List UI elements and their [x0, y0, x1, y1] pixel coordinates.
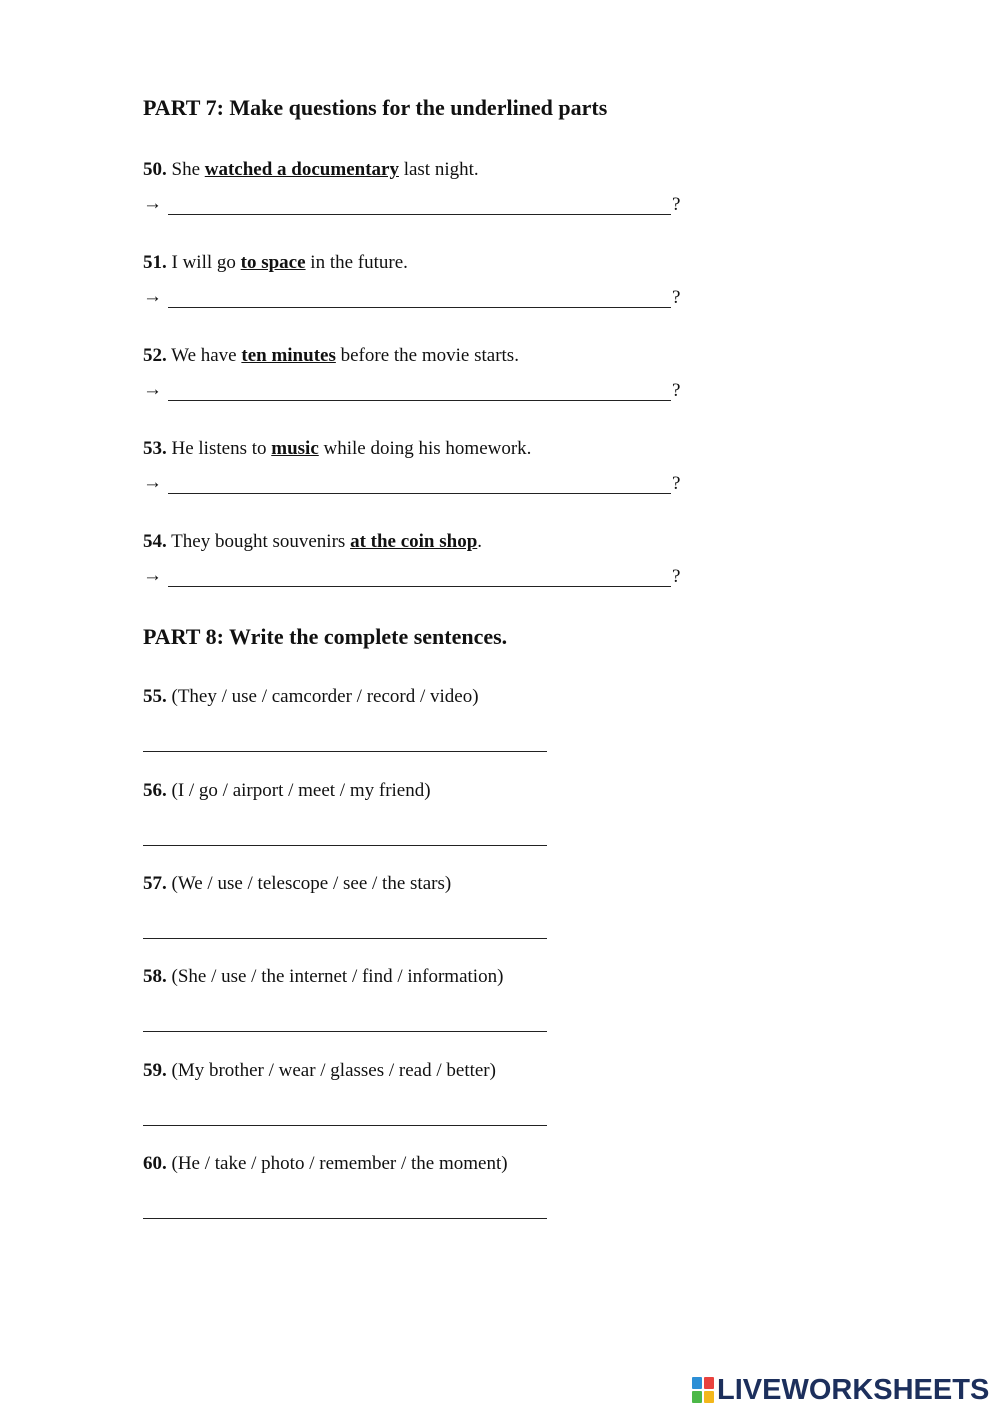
sentence-text: I will go — [166, 252, 241, 273]
arrow-icon: → — [143, 472, 162, 493]
prompt-text: (I / go / airport / meet / my friend) — [166, 780, 431, 801]
prompt-text: (We / use / telescope / see / the stars) — [166, 873, 452, 894]
question-58-answer-line[interactable] — [143, 1031, 547, 1032]
question-55-prompt — [143, 686, 479, 708]
question-number: 60. — [143, 1153, 167, 1174]
answer-line[interactable] — [168, 400, 671, 401]
underlined-part: at the coin shop — [350, 531, 478, 552]
question-51-sentence — [143, 252, 408, 274]
question-number: 51. — [143, 252, 167, 273]
prompt-text: (They / use / camcorder / record / video) — [166, 686, 479, 707]
arrow-icon: → — [143, 286, 162, 307]
question-54-sentence — [143, 531, 482, 553]
underlined-part: watched a documentary — [204, 159, 399, 180]
question-58-prompt — [143, 966, 503, 988]
sentence-text: We have — [166, 345, 242, 366]
answer-line[interactable] — [168, 586, 671, 587]
question-59-answer-line[interactable] — [143, 1125, 547, 1126]
question-52-answer-row — [143, 379, 683, 405]
prompt-text: (My brother / wear / glasses / read / better) — [166, 1060, 496, 1081]
prompt-text: (She / use / the internet / find / information) — [166, 966, 504, 987]
question-number: 54. — [143, 531, 167, 552]
sentence-text: . — [477, 531, 483, 552]
sentence-text: before the movie starts. — [335, 345, 519, 366]
logo-text: LIVEWORKSHEETS — [717, 1374, 990, 1406]
sentence-text: in the future. — [305, 252, 408, 273]
answer-line[interactable] — [168, 214, 671, 215]
question-50-answer-row — [143, 193, 683, 219]
sentence-text: last night. — [398, 159, 479, 180]
question-59-prompt — [143, 1060, 496, 1082]
part8-heading: PART 8: Write the complete sentences. — [143, 624, 508, 649]
question-56-prompt — [143, 780, 431, 802]
question-mark: ? — [672, 194, 681, 215]
liveworksheets-logo — [692, 1374, 989, 1406]
question-60-answer-line[interactable] — [143, 1218, 547, 1219]
underlined-part: ten minutes — [241, 345, 336, 366]
question-53-answer-row — [143, 472, 683, 498]
question-52-sentence — [143, 345, 519, 367]
liveworksheets-logo-icon — [692, 1377, 714, 1403]
answer-line[interactable] — [168, 493, 671, 494]
question-54-answer-row — [143, 565, 683, 591]
question-mark: ? — [672, 380, 681, 401]
question-number: 55. — [143, 686, 167, 707]
question-60-prompt — [143, 1153, 508, 1175]
sentence-text: They bought souvenirs — [166, 531, 351, 552]
question-51-answer-row — [143, 286, 683, 312]
arrow-icon: → — [143, 565, 162, 586]
question-number: 50. — [143, 159, 167, 180]
question-number: 56. — [143, 780, 167, 801]
part7-heading: PART 7: Make questions for the underlined parts — [143, 95, 608, 120]
question-number: 57. — [143, 873, 167, 894]
question-mark: ? — [672, 566, 681, 587]
question-55-answer-line[interactable] — [143, 751, 547, 752]
question-number: 52. — [143, 345, 167, 366]
question-53-sentence — [143, 438, 531, 460]
sentence-text: She — [166, 159, 205, 180]
prompt-text: (He / take / photo / remember / the moment) — [166, 1153, 508, 1174]
underlined-part: to space — [240, 252, 306, 273]
question-57-answer-line[interactable] — [143, 938, 547, 939]
question-57-prompt — [143, 873, 451, 895]
sentence-text: while doing his homework. — [318, 438, 532, 459]
question-mark: ? — [672, 287, 681, 308]
question-number: 58. — [143, 966, 167, 987]
question-50-sentence — [143, 159, 479, 181]
question-number: 53. — [143, 438, 167, 459]
question-mark: ? — [672, 473, 681, 494]
question-56-answer-line[interactable] — [143, 845, 547, 846]
arrow-icon: → — [143, 379, 162, 400]
answer-line[interactable] — [168, 307, 671, 308]
arrow-icon: → — [143, 193, 162, 214]
question-number: 59. — [143, 1060, 167, 1081]
underlined-part: music — [271, 438, 319, 459]
sentence-text: He listens to — [166, 438, 272, 459]
